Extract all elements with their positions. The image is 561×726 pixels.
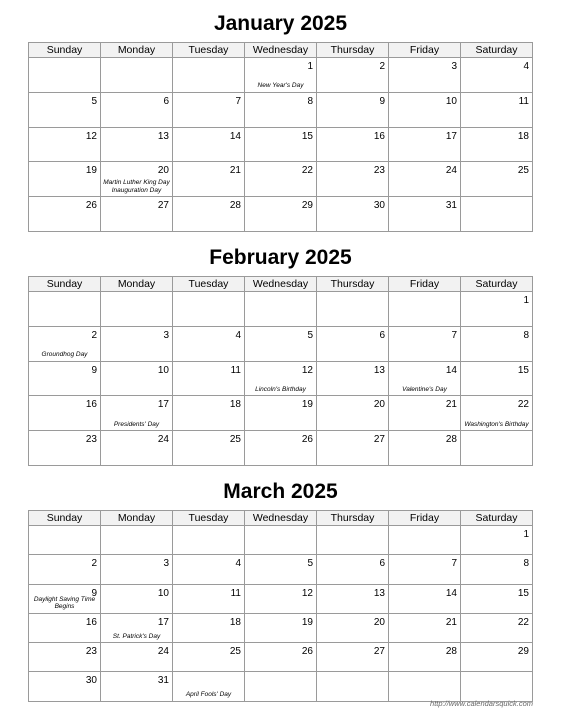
day-cell bbox=[389, 162, 461, 197]
day-cell bbox=[101, 58, 173, 93]
day-number: 14 bbox=[229, 130, 241, 142]
week-row bbox=[29, 127, 533, 162]
day-cell bbox=[29, 92, 101, 127]
day-number: 14 bbox=[445, 587, 457, 599]
week-row bbox=[29, 326, 533, 361]
day-number: 19 bbox=[85, 165, 97, 177]
month-calendar bbox=[28, 480, 533, 702]
day-cell bbox=[461, 555, 533, 584]
week-row bbox=[29, 672, 533, 701]
day-cell bbox=[29, 584, 101, 613]
day-number: 27 bbox=[157, 200, 169, 212]
day-number: 11 bbox=[230, 364, 241, 376]
weekday-header: Wednesday bbox=[245, 511, 317, 526]
day-number: 2 bbox=[91, 329, 97, 341]
day-number bbox=[173, 672, 244, 675]
holiday-label: Valentine's Day bbox=[402, 385, 447, 393]
week-row bbox=[29, 92, 533, 127]
holiday-label: Presidents' Day bbox=[113, 420, 160, 428]
day-cell bbox=[317, 292, 389, 327]
day-number: 7 bbox=[235, 95, 241, 107]
weekday-header: Saturday bbox=[461, 277, 533, 292]
day-cell bbox=[317, 162, 389, 197]
day-number: 18 bbox=[517, 130, 529, 142]
day-cell bbox=[461, 526, 533, 555]
holiday-label: Lincoln's Birthday bbox=[255, 385, 306, 393]
day-number: 9 bbox=[379, 95, 385, 107]
holiday-label: Daylight Saving Time Begins bbox=[33, 595, 96, 611]
day-number: 18 bbox=[229, 399, 241, 411]
day-number: 5 bbox=[307, 558, 313, 570]
day-number: 1 bbox=[307, 61, 313, 72]
day-cell bbox=[461, 672, 533, 701]
day-number: 16 bbox=[85, 399, 97, 411]
day-cell bbox=[389, 58, 461, 93]
day-cell bbox=[245, 197, 317, 232]
day-cell bbox=[173, 555, 245, 584]
day-cell bbox=[317, 197, 389, 232]
day-cell bbox=[29, 643, 101, 672]
day-number: 7 bbox=[451, 558, 457, 570]
day-number bbox=[461, 431, 532, 434]
day-number bbox=[29, 58, 100, 61]
day-number: 13 bbox=[373, 587, 385, 599]
day-cell bbox=[173, 643, 245, 672]
weekday-header: Friday bbox=[389, 43, 461, 58]
day-number: 17 bbox=[445, 130, 457, 142]
day-cell bbox=[173, 58, 245, 93]
weekday-header: Tuesday bbox=[173, 277, 245, 292]
day-cell bbox=[389, 672, 461, 701]
day-number: 22 bbox=[517, 399, 529, 411]
day-cell bbox=[389, 292, 461, 327]
week-row bbox=[29, 197, 533, 232]
footer-url: http://www.calendarsquick.com bbox=[430, 699, 533, 708]
day-cell bbox=[389, 197, 461, 232]
day-cell bbox=[29, 361, 101, 396]
day-cell bbox=[173, 584, 245, 613]
day-number bbox=[173, 292, 244, 295]
day-number bbox=[317, 292, 388, 295]
day-number: 10 bbox=[445, 95, 457, 107]
day-cell bbox=[29, 58, 101, 93]
weekday-header: Tuesday bbox=[173, 43, 245, 58]
day-cell bbox=[245, 92, 317, 127]
day-number: 10 bbox=[157, 587, 169, 599]
day-cell bbox=[389, 127, 461, 162]
day-cell bbox=[461, 361, 533, 396]
day-cell bbox=[317, 555, 389, 584]
day-number: 15 bbox=[517, 364, 529, 376]
month-grid bbox=[28, 276, 533, 466]
day-cell bbox=[317, 58, 389, 93]
week-row bbox=[29, 526, 533, 555]
day-cell bbox=[245, 613, 317, 642]
day-number: 9 bbox=[91, 364, 97, 376]
day-cell bbox=[101, 672, 173, 701]
week-row bbox=[29, 58, 533, 93]
day-number bbox=[389, 526, 460, 529]
day-cell bbox=[317, 361, 389, 396]
day-number: 12 bbox=[301, 364, 313, 376]
week-row bbox=[29, 361, 533, 396]
day-number: 3 bbox=[451, 61, 457, 72]
day-number: 17 bbox=[157, 616, 169, 628]
day-cell bbox=[317, 584, 389, 613]
day-number: 1 bbox=[523, 295, 529, 306]
day-cell bbox=[245, 672, 317, 701]
day-cell bbox=[389, 361, 461, 396]
day-cell bbox=[389, 396, 461, 431]
day-cell bbox=[101, 643, 173, 672]
day-cell bbox=[461, 431, 533, 466]
day-number: 28 bbox=[445, 434, 457, 446]
day-number: 23 bbox=[85, 646, 97, 658]
day-number: 4 bbox=[235, 558, 241, 570]
day-number: 21 bbox=[229, 165, 241, 177]
day-cell bbox=[173, 326, 245, 361]
day-number: 26 bbox=[301, 646, 313, 658]
day-cell bbox=[389, 526, 461, 555]
day-number: 20 bbox=[157, 165, 169, 177]
month-calendar bbox=[28, 246, 533, 466]
week-row bbox=[29, 643, 533, 672]
day-cell bbox=[101, 92, 173, 127]
day-cell bbox=[29, 396, 101, 431]
day-cell bbox=[101, 197, 173, 232]
day-cell bbox=[317, 526, 389, 555]
day-number: 26 bbox=[85, 200, 97, 212]
day-number: 28 bbox=[445, 646, 457, 658]
day-number: 8 bbox=[523, 329, 529, 341]
day-cell bbox=[101, 361, 173, 396]
day-number: 13 bbox=[157, 130, 169, 142]
day-number: 26 bbox=[301, 434, 313, 446]
day-number: 19 bbox=[301, 399, 313, 411]
day-cell bbox=[389, 584, 461, 613]
day-number bbox=[173, 58, 244, 61]
weekday-header: Saturday bbox=[461, 511, 533, 526]
day-number bbox=[389, 672, 460, 675]
weekday-header: Thursday bbox=[317, 511, 389, 526]
day-cell bbox=[101, 613, 173, 642]
day-cell bbox=[389, 613, 461, 642]
day-cell bbox=[245, 326, 317, 361]
day-number bbox=[317, 672, 388, 675]
day-cell bbox=[245, 162, 317, 197]
day-number: 6 bbox=[163, 95, 169, 107]
day-number bbox=[29, 292, 100, 295]
day-cell bbox=[245, 526, 317, 555]
day-cell bbox=[461, 92, 533, 127]
day-cell bbox=[173, 396, 245, 431]
day-cell bbox=[245, 584, 317, 613]
day-cell bbox=[101, 584, 173, 613]
day-number: 24 bbox=[445, 165, 457, 177]
day-cell bbox=[29, 526, 101, 555]
day-number: 23 bbox=[85, 434, 97, 446]
day-cell bbox=[245, 396, 317, 431]
day-number: 3 bbox=[163, 329, 169, 341]
month-grid bbox=[28, 42, 533, 232]
day-cell bbox=[317, 431, 389, 466]
day-cell bbox=[173, 162, 245, 197]
day-cell bbox=[461, 613, 533, 642]
day-number bbox=[245, 292, 316, 295]
day-cell bbox=[101, 396, 173, 431]
day-cell bbox=[461, 643, 533, 672]
weekday-header: Sunday bbox=[29, 277, 101, 292]
day-cell bbox=[173, 292, 245, 327]
holiday-label: St. Patrick's Day bbox=[112, 632, 161, 640]
day-cell bbox=[245, 555, 317, 584]
week-row bbox=[29, 431, 533, 466]
day-cell bbox=[101, 292, 173, 327]
holiday-label: New Year's Day bbox=[257, 82, 304, 90]
day-cell bbox=[173, 672, 245, 701]
weekday-header-row bbox=[29, 511, 533, 526]
day-number: 15 bbox=[517, 587, 529, 599]
day-cell bbox=[389, 92, 461, 127]
day-cell bbox=[29, 672, 101, 701]
day-cell bbox=[29, 292, 101, 327]
day-cell bbox=[101, 162, 173, 197]
day-cell bbox=[389, 326, 461, 361]
day-number: 31 bbox=[445, 200, 457, 212]
day-cell bbox=[317, 643, 389, 672]
weekday-header: Friday bbox=[389, 511, 461, 526]
day-number bbox=[461, 672, 532, 675]
day-number: 16 bbox=[373, 130, 385, 142]
day-cell bbox=[101, 555, 173, 584]
day-cell bbox=[245, 431, 317, 466]
month-title: February 2025 bbox=[209, 246, 352, 269]
day-number: 11 bbox=[230, 587, 241, 599]
day-number bbox=[29, 526, 100, 529]
day-number bbox=[173, 526, 244, 529]
day-number bbox=[245, 526, 316, 529]
weekday-header: Sunday bbox=[29, 511, 101, 526]
day-number bbox=[461, 197, 532, 200]
day-cell bbox=[317, 127, 389, 162]
day-cell bbox=[245, 58, 317, 93]
day-cell bbox=[317, 396, 389, 431]
day-cell bbox=[461, 584, 533, 613]
weekday-header: Thursday bbox=[317, 277, 389, 292]
day-number: 31 bbox=[157, 675, 169, 687]
holiday-label: Martin Luther King Day Inauguration Day bbox=[103, 179, 170, 194]
day-cell bbox=[29, 613, 101, 642]
day-number: 21 bbox=[445, 616, 457, 628]
day-number: 12 bbox=[301, 587, 313, 599]
day-number: 27 bbox=[373, 434, 385, 446]
day-cell bbox=[245, 643, 317, 672]
month-title: January 2025 bbox=[213, 12, 348, 35]
day-number bbox=[101, 58, 172, 61]
day-cell bbox=[173, 431, 245, 466]
day-number bbox=[101, 292, 172, 295]
week-row bbox=[29, 555, 533, 584]
holiday-label: Groundhog Day bbox=[41, 351, 88, 359]
day-cell bbox=[29, 326, 101, 361]
weekday-header: Wednesday bbox=[245, 277, 317, 292]
day-number: 5 bbox=[91, 95, 97, 107]
day-number: 30 bbox=[85, 675, 97, 687]
week-row bbox=[29, 162, 533, 197]
day-number: 8 bbox=[307, 95, 313, 107]
day-cell bbox=[245, 292, 317, 327]
day-cell bbox=[245, 127, 317, 162]
day-number: 2 bbox=[91, 558, 97, 570]
day-cell bbox=[389, 555, 461, 584]
holiday-label: Washington's Birthday bbox=[464, 420, 529, 428]
day-number: 30 bbox=[373, 200, 385, 212]
weekday-header-row bbox=[29, 43, 533, 58]
day-cell bbox=[101, 431, 173, 466]
weekday-header: Monday bbox=[101, 511, 173, 526]
day-cell bbox=[173, 613, 245, 642]
day-cell bbox=[461, 326, 533, 361]
day-number: 2 bbox=[379, 61, 385, 72]
day-number: 8 bbox=[523, 558, 529, 570]
week-row bbox=[29, 292, 533, 327]
day-cell bbox=[461, 58, 533, 93]
day-number: 17 bbox=[157, 399, 169, 411]
day-cell bbox=[29, 555, 101, 584]
day-number: 16 bbox=[85, 616, 97, 628]
month-calendar bbox=[28, 12, 533, 232]
day-cell bbox=[389, 643, 461, 672]
day-number bbox=[101, 526, 172, 529]
day-cell bbox=[173, 526, 245, 555]
day-cell bbox=[317, 92, 389, 127]
day-number: 13 bbox=[373, 364, 385, 376]
day-cell bbox=[389, 431, 461, 466]
day-number: 18 bbox=[229, 616, 241, 628]
day-number: 1 bbox=[523, 529, 529, 540]
day-number: 4 bbox=[235, 329, 241, 341]
day-number: 29 bbox=[517, 646, 529, 658]
day-cell bbox=[461, 292, 533, 327]
day-number: 14 bbox=[445, 364, 457, 376]
day-cell bbox=[29, 197, 101, 232]
day-number: 22 bbox=[517, 616, 529, 628]
day-cell bbox=[29, 431, 101, 466]
day-cell bbox=[101, 326, 173, 361]
day-cell bbox=[173, 361, 245, 396]
week-row bbox=[29, 396, 533, 431]
day-cell bbox=[101, 526, 173, 555]
weekday-header: Wednesday bbox=[245, 43, 317, 58]
holiday-label: April Fools' Day bbox=[185, 691, 232, 699]
day-number: 19 bbox=[301, 616, 313, 628]
weekday-header: Thursday bbox=[317, 43, 389, 58]
day-number: 12 bbox=[85, 130, 97, 142]
day-number: 25 bbox=[517, 165, 529, 177]
day-cell bbox=[461, 162, 533, 197]
day-number: 20 bbox=[373, 616, 385, 628]
day-number bbox=[389, 292, 460, 295]
day-number: 11 bbox=[518, 95, 529, 107]
day-number: 21 bbox=[445, 399, 457, 411]
day-number: 3 bbox=[163, 558, 169, 570]
day-number: 22 bbox=[301, 165, 313, 177]
day-cell bbox=[245, 361, 317, 396]
day-number: 23 bbox=[373, 165, 385, 177]
day-cell bbox=[173, 92, 245, 127]
day-cell bbox=[461, 127, 533, 162]
weekday-header: Monday bbox=[101, 43, 173, 58]
day-number: 25 bbox=[229, 646, 241, 658]
day-number: 25 bbox=[229, 434, 241, 446]
day-number: 9 bbox=[91, 587, 97, 599]
day-cell bbox=[173, 127, 245, 162]
day-number: 6 bbox=[379, 558, 385, 570]
day-number: 24 bbox=[157, 646, 169, 658]
day-number: 15 bbox=[301, 130, 313, 142]
weekday-header: Monday bbox=[101, 277, 173, 292]
day-cell bbox=[317, 326, 389, 361]
day-cell bbox=[173, 197, 245, 232]
weekday-header: Sunday bbox=[29, 43, 101, 58]
day-cell bbox=[29, 162, 101, 197]
weekday-header: Saturday bbox=[461, 43, 533, 58]
weekday-header: Tuesday bbox=[173, 511, 245, 526]
day-number: 7 bbox=[451, 329, 457, 341]
day-number: 29 bbox=[301, 200, 313, 212]
day-number: 27 bbox=[373, 646, 385, 658]
day-cell bbox=[461, 197, 533, 232]
day-cell bbox=[317, 613, 389, 642]
day-number: 20 bbox=[373, 399, 385, 411]
weekday-header-row bbox=[29, 277, 533, 292]
day-number: 28 bbox=[229, 200, 241, 212]
day-cell bbox=[101, 127, 173, 162]
month-title: March 2025 bbox=[223, 480, 338, 503]
day-number: 4 bbox=[523, 61, 529, 72]
day-number: 10 bbox=[157, 364, 169, 376]
day-number: 6 bbox=[379, 329, 385, 341]
weekday-header: Friday bbox=[389, 277, 461, 292]
month-grid bbox=[28, 510, 533, 702]
day-cell bbox=[317, 672, 389, 701]
day-cell bbox=[29, 127, 101, 162]
week-row bbox=[29, 584, 533, 613]
week-row bbox=[29, 613, 533, 642]
day-number bbox=[317, 526, 388, 529]
day-number: 24 bbox=[157, 434, 169, 446]
day-number: 5 bbox=[307, 329, 313, 341]
day-number bbox=[245, 672, 316, 675]
day-cell bbox=[461, 396, 533, 431]
